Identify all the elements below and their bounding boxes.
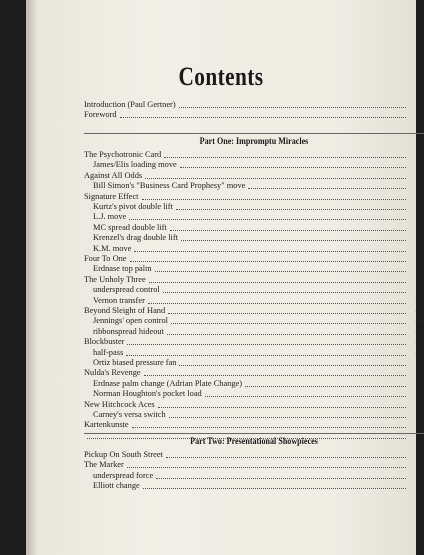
page-gutter-shadow [26, 0, 38, 555]
leader-dots [145, 177, 406, 179]
page-number: 45 [415, 326, 424, 336]
page-number: 21 [415, 191, 424, 201]
page-number: 9 [419, 100, 424, 109]
toc-subentry [84, 243, 424, 254]
entry-title: Kurtz's pivot double lift [93, 202, 173, 211]
entry-title: Krenzel's drag double lift [93, 233, 178, 243]
page-number: 58 [415, 410, 424, 419]
entry-title: New Hitchcock Aces [84, 399, 155, 409]
page-number: 25 [415, 212, 424, 222]
toc-subentry [84, 232, 424, 243]
entry-title: Carney's versa switch [93, 410, 166, 419]
leader-dots [144, 374, 406, 376]
entry-title: Erdnase palm change (Adrian Plate Change) [93, 378, 243, 388]
toc-entry [84, 99, 424, 110]
page-number: 76 [415, 460, 424, 470]
toc-subentry [84, 159, 424, 170]
toc-entry [84, 109, 424, 120]
page-number: 42 [415, 306, 424, 315]
page-number: 55 [415, 389, 424, 399]
entry-title: Erdnase top palm [93, 264, 152, 274]
entry-title: Norman Houghton's pocket load [93, 389, 202, 399]
leader-dots [127, 466, 406, 468]
entry-title: K.M. move [93, 243, 132, 253]
entry-title: Ortiz biased pressure fan [93, 358, 177, 367]
toc-subentry [84, 470, 424, 481]
page-number: 37 [415, 274, 424, 284]
toc-subentry [84, 347, 424, 358]
page-title: Contents [178, 62, 264, 91]
page-number: 50 [415, 358, 424, 367]
toc-subentry [84, 480, 424, 491]
toc-subentry [84, 263, 424, 274]
toc-subentry [84, 409, 424, 420]
leader-dots [126, 354, 406, 356]
leader-dots [166, 456, 406, 458]
page-number: 11 [415, 110, 424, 120]
entry-title: Against All Odds [84, 170, 143, 180]
entry-title: Kartenkunste [84, 420, 129, 430]
toc-entry [84, 336, 424, 347]
leader-dots [148, 302, 406, 304]
toc-subentry [84, 284, 424, 295]
entry-title: Beyond Sleight of Hand [84, 306, 166, 315]
entry-title: Nulda's Revenge [84, 368, 141, 378]
entry-title: L.J. move [93, 212, 127, 222]
part-divider [84, 133, 424, 134]
leader-dots [143, 487, 406, 489]
entry-title: Vernon transfer [93, 295, 145, 305]
page-number: 40 [415, 295, 424, 305]
entry-title: Blockbuster [84, 337, 125, 347]
page-number: 54 [415, 378, 424, 388]
toc-entry [84, 274, 424, 285]
leader-dots [158, 406, 406, 408]
entry-title: Introduction (Paul Gertner) [84, 100, 176, 109]
toc-subentry [84, 378, 424, 389]
leader-dots [164, 156, 406, 158]
entry-title: James/Elis loading move [93, 160, 177, 170]
entry-title: The Psychotronic Card [84, 150, 162, 159]
page-number: 46 [415, 337, 424, 347]
entry-title: Pickup On South Street [84, 450, 163, 459]
leader-dots [156, 477, 406, 479]
toc-entry [84, 170, 424, 181]
page-number: 56 [415, 399, 424, 409]
leader-dots [142, 198, 406, 200]
page-number: 51 [415, 368, 424, 378]
page-number: 31 [415, 254, 424, 263]
toc-entry [84, 419, 424, 430]
leader-dots [248, 187, 406, 189]
leader-dots [168, 312, 406, 314]
page-number: 80 [415, 481, 424, 491]
leader-dots [167, 333, 406, 335]
page-number: 14 [415, 160, 424, 170]
leader-dots [181, 239, 406, 241]
toc-entry [84, 191, 424, 202]
leader-dots [129, 218, 406, 220]
page-number: 39 [415, 285, 424, 295]
part-heading: Part Two: Presentational Showpieces [190, 437, 318, 447]
page-number: 26 [415, 222, 424, 232]
entry-title: Foreword [84, 110, 117, 120]
leader-dots [155, 270, 406, 272]
entry-title: underspread control [93, 285, 160, 295]
toc-entry [84, 253, 424, 264]
book-page [26, 0, 424, 555]
leader-dots [149, 281, 406, 283]
entry-title: half-pass [93, 347, 124, 357]
leader-dots [245, 385, 406, 387]
toc-entry [84, 399, 424, 410]
leader-dots [176, 208, 406, 210]
entry-title: MC spread double lift [93, 222, 167, 232]
entry-title: underspread force [93, 470, 154, 480]
toc-entry [84, 459, 424, 470]
toc-subentry [84, 388, 424, 399]
page-number: 16 [415, 170, 424, 180]
part-divider [84, 433, 424, 434]
leader-dots [163, 291, 406, 293]
page-number: 49 [415, 347, 424, 357]
leader-dots [170, 229, 406, 231]
toc-subentry [84, 357, 424, 368]
toc-subentry [84, 315, 424, 326]
leader-dots [205, 395, 406, 397]
toc-subentry [84, 222, 424, 233]
entry-title: Elliott change [93, 481, 140, 491]
entry-title: Four To One [84, 254, 127, 263]
entry-title: The Marker [84, 460, 124, 470]
toc-entry [84, 367, 424, 378]
toc-subentry [84, 180, 424, 191]
page-number: 61 [415, 420, 424, 430]
toc-entry [84, 149, 424, 160]
page-number: 20 [415, 181, 424, 191]
entry-title: Bill Simon's "Business Card Prophesy" move [93, 181, 246, 191]
leader-dots [127, 343, 406, 345]
toc-subentry [84, 201, 424, 212]
page-number: 30 [415, 243, 424, 253]
entry-title: ribbonspread hideout [93, 326, 164, 336]
toc-entry [84, 449, 424, 460]
leader-dots [130, 260, 406, 262]
page-number: 28 [415, 233, 424, 243]
toc-subentry [84, 211, 424, 222]
leader-dots [134, 250, 406, 252]
leader-dots [120, 116, 406, 118]
leader-dots [171, 322, 406, 324]
leader-dots [132, 426, 406, 428]
entry-title: Signature Effect [84, 191, 139, 201]
page-number: 70 [415, 450, 424, 459]
leader-dots [169, 416, 406, 418]
entry-title: Jennings' open control [93, 316, 169, 326]
leader-dots [179, 364, 406, 366]
entry-title: The Unholy Three [84, 274, 146, 284]
leader-dots [179, 106, 406, 108]
page-number: 33 [415, 264, 424, 274]
toc-subentry [84, 326, 424, 337]
page-number: 77 [415, 470, 424, 480]
page-number: 44 [415, 316, 424, 326]
page-number: 23 [415, 202, 424, 211]
page-number: 65 [415, 430, 424, 440]
toc-entry [84, 305, 424, 316]
part-heading: Part One: Impromptu Miracles [199, 137, 309, 147]
toc-subentry [84, 295, 424, 306]
leader-dots [180, 166, 406, 168]
